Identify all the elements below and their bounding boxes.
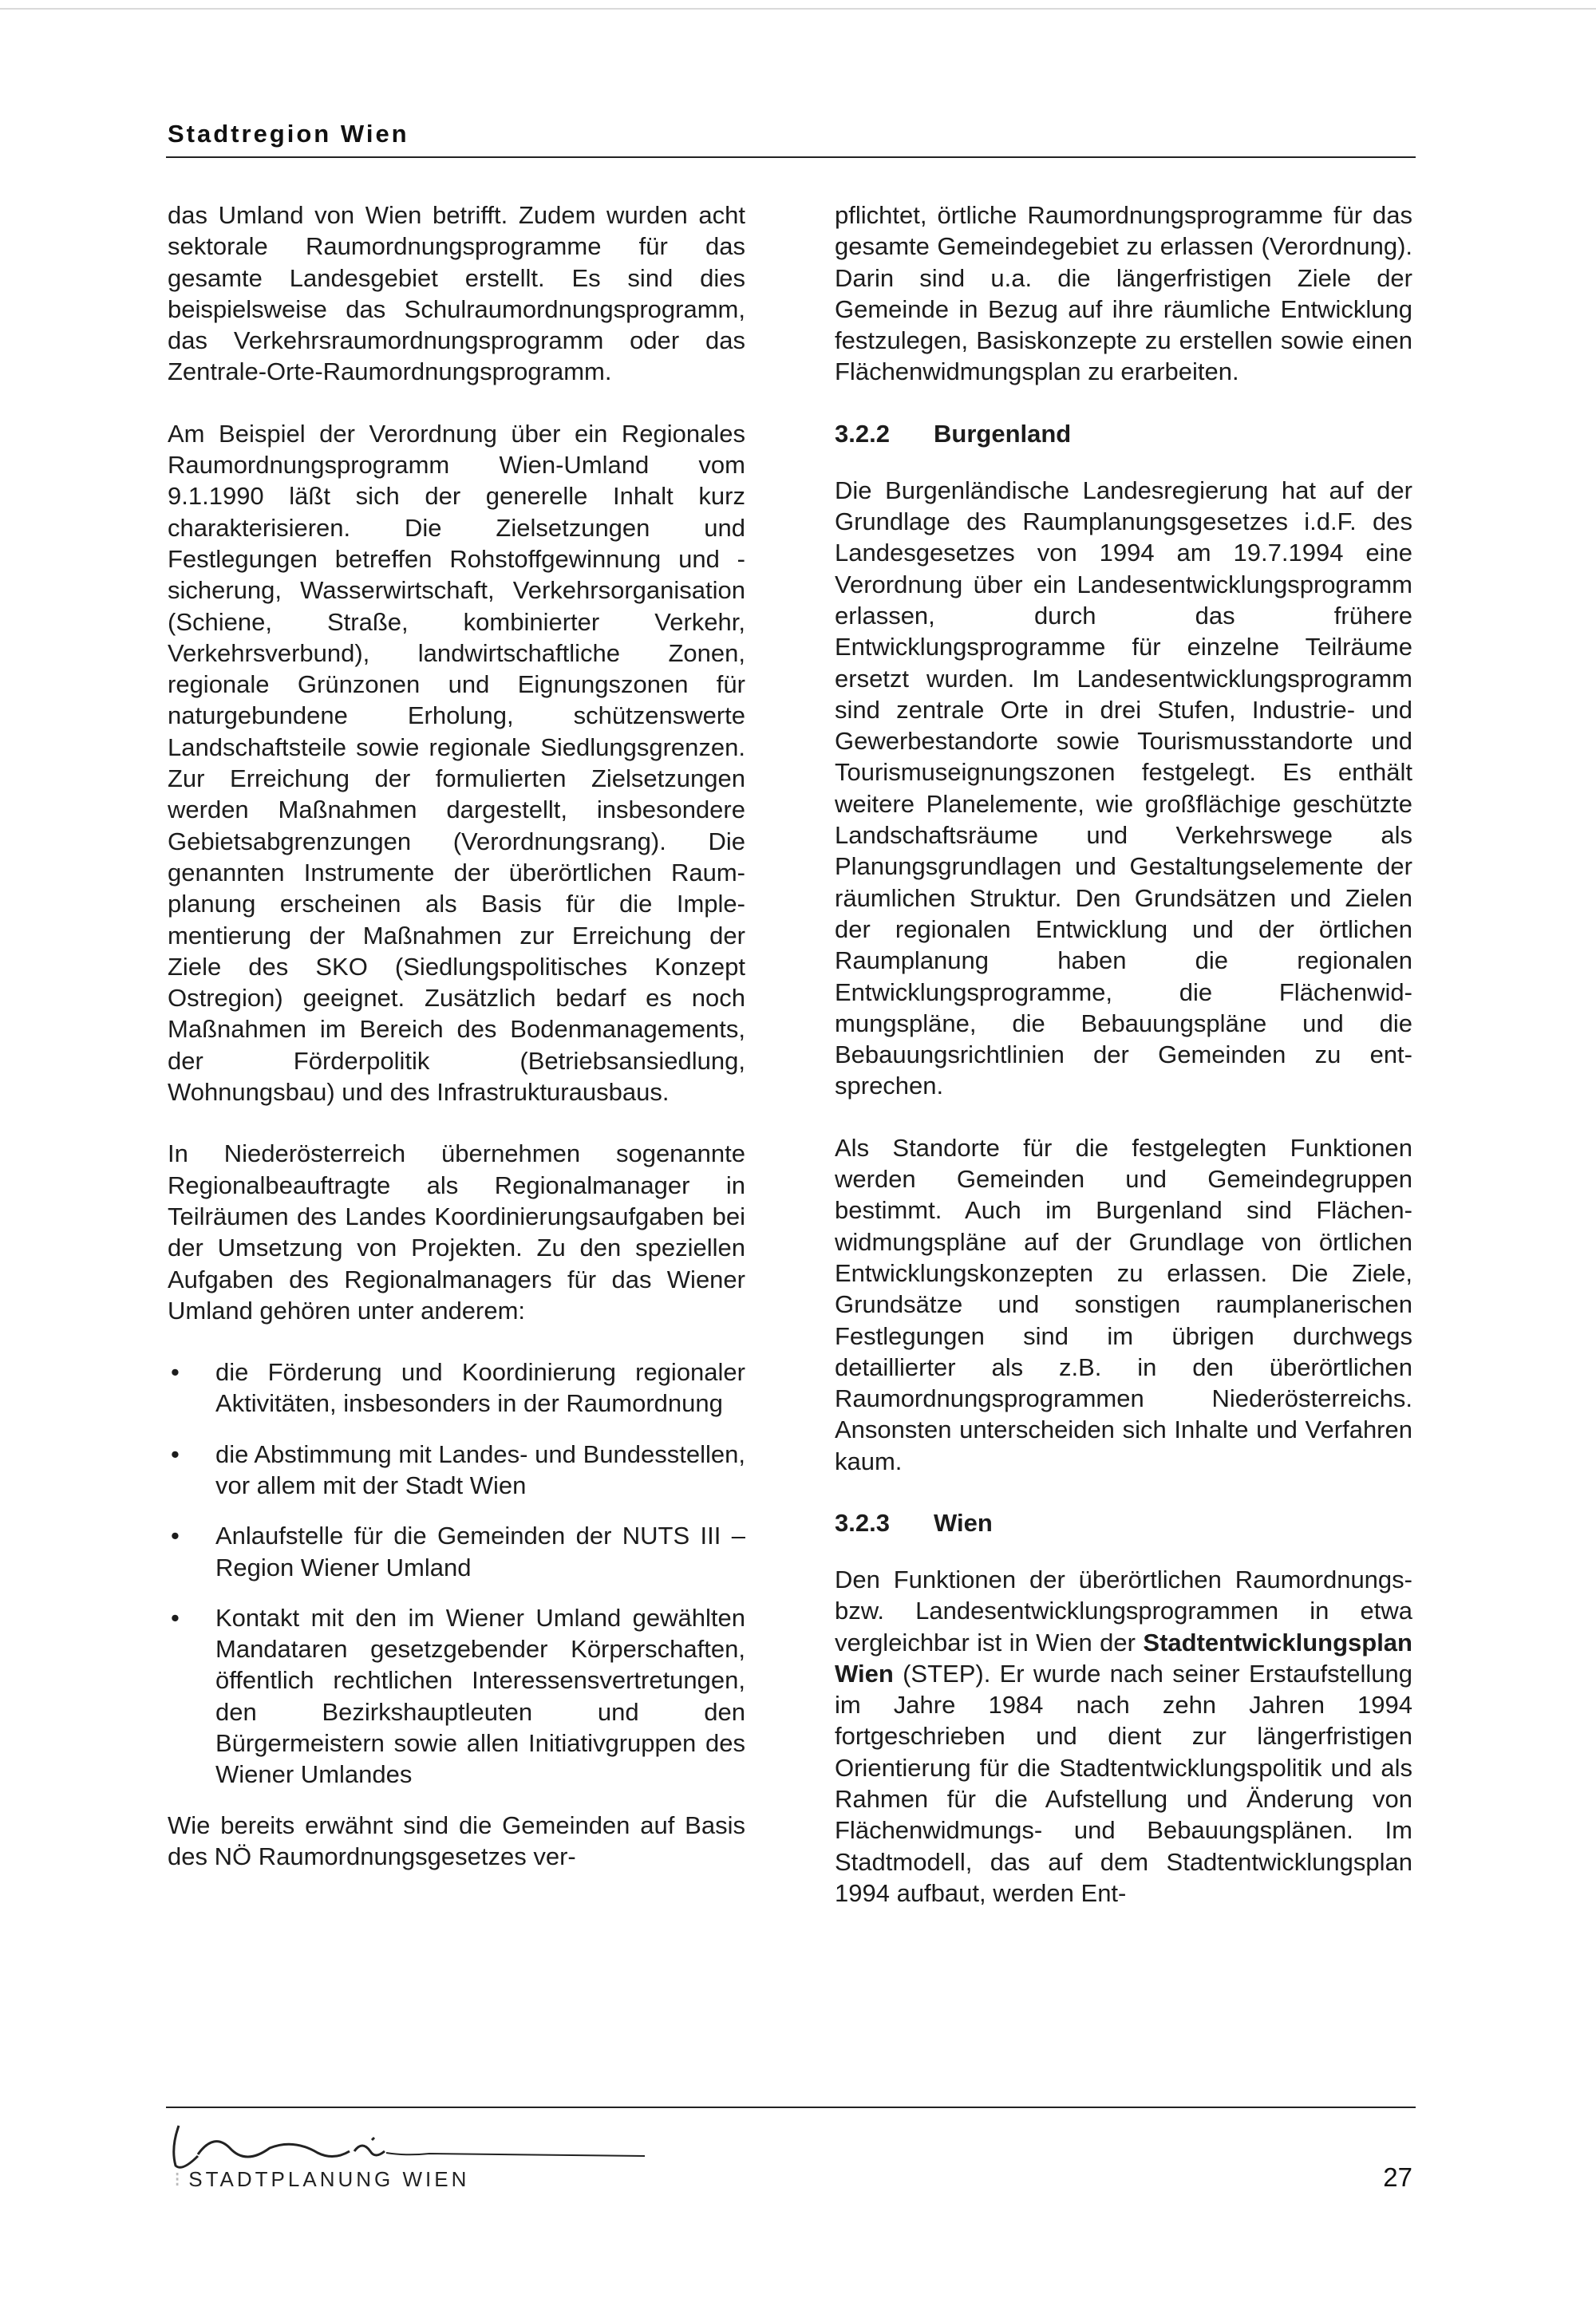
list-item-text: die Abstimmung mit Landes- und Bundesstellen, vor allem mit der Stadt Wien bbox=[215, 1439, 745, 1499]
page-top-rule bbox=[0, 8, 1596, 10]
right-paragraph-2: Die Burgenländische Landesregierung hat auf der Grundlage des Raumplanungsgesetzes i.d.F. des Landesgesetzes von 1994 am 19.7.1994 eine Verordnung über ein Landesentwicklungsprogramm erlassen, durch das frühere Entwicklungsprogramme für einzelne Teilräume ersetzt wurden. Im Landesentwicklungsprogramm sind zentrale Orte in drei Stufen, Industrie- und Gewerbestandorte sowie Tourismusstandorte und Tourismuseignungszonen festgelegt. Es enthält weitere Planelemente, wie großflächige geschützte Landschaftsräume und Verkehrswege als Planungsgrundlagen und Gestaltungselemente der räumlichen Struktur. Den Grundsätzen und Zielen der regionalen Entwicklung und der örtlichen Raumplanung haben die regionalen Entwicklungsprogramme, die Flächenwidmungspläne, die Bebauungspläne und die Bebauungsrichtlinien der Gemeinden zu entsprechen. bbox=[835, 476, 1412, 1100]
list-item-text: die Förderung und Koordinierung regionaler Aktivitäten, insbesonders in der Raumordnung bbox=[215, 1358, 745, 1418]
left-paragraph-1: das Umland von Wien betrifft. Zudem wurden acht sektorale Raumordnungsprogramme für das gesamte Landesgebiet erstellt. Es sind dies beispielsweise das Schulraumordnungsprogramm, das Verkehrsraumordnungsprogramm oder das Zentrale-Orte-Raumordnungsprogramm. bbox=[168, 201, 745, 386]
bullet-icon: • bbox=[171, 1522, 180, 1550]
left-paragraph-4: Wie bereits erwähnt sind die Gemeinden auf Basis des NÖ Raumordnungsgesetzes ver- bbox=[168, 1810, 745, 1870]
header-rule bbox=[166, 156, 1416, 158]
left-column bbox=[168, 199, 745, 1872]
footer-organization-text: STADTPLANUNG WIEN bbox=[188, 2167, 470, 2191]
section-number: 3.2.3 bbox=[835, 1508, 890, 1537]
bullet-icon: • bbox=[171, 1358, 180, 1387]
right-paragraph-1: pflichtet, örtliche Raumordnungsprogramme für das gesamte Gemeindegebiet zu erlassen (Verordnung). Darin sind u.a. die längerfristigen Ziele der Gemeinde in Bezug auf ihre räumliche Entwicklung festzulegen, Basiskonzepte zu erstellen sowie einen Flächenwidmungsplan zu erarbeiten. bbox=[835, 201, 1412, 386]
section-heading-burgenland bbox=[835, 418, 1412, 449]
list-item-text: Anlaufstelle für die Gemeinden der NUTS III – Region Wiener Umland bbox=[215, 1522, 745, 1581]
left-paragraph-2: Am Beispiel der Verordnung über ein Regionales Raumordnungsprogramm Wien-Umland vom 9.1.1990 läßt sich der generelle Inhalt kurz charakterisieren. Die Zielsetzungen und Festlegungen betreffen Rohstoffgewinnung und -sicherung, Wasserwirtschaft, Verkehrsorganisation (Schiene, Straße, kombinierter Verkehr, Verkehrsverbund), landwirtschaftliche Zonen, regionale Grünzonen und Eignungszonen für naturgebundene Erholung, schützenswerte Landschaftsteile sowie regionale Siedlungsgrenzen. Zur Erreichung der formulierten Zielsetzungen werden Maßnahmen dargestellt, insbesondere Gebietsabgrenzungen (Verordnungsrang). Die genannten Instrumente der überörtlichen Raumplanung erscheinen als Basis für die Implementierung der Maßnahmen zur Erreichung der Ziele des SKO (Siedlungspolitisches Konzept Ostregion) geeignet. Zusätzlich bedarf es noch Maßnahmen im Bereich des Bodenmanagements, der Förderpolitik (Betriebsansiedlung, Wohnungsbau) und des Infrastrukturausbaus. bbox=[168, 419, 745, 1107]
right-paragraph-4 bbox=[835, 1564, 1412, 1909]
coat-of-arms-icon: ⁝ bbox=[174, 2167, 181, 2191]
running-header: Stadtregion Wien bbox=[168, 120, 409, 148]
list-item bbox=[168, 1356, 745, 1420]
list-item bbox=[168, 1520, 745, 1583]
right-column bbox=[835, 199, 1412, 1909]
footer-organization bbox=[174, 2167, 469, 2192]
section-title: Burgenland bbox=[934, 419, 1072, 448]
section-number: 3.2.2 bbox=[835, 419, 890, 448]
bullet-icon: • bbox=[171, 1439, 180, 1468]
list-item bbox=[168, 1602, 745, 1791]
list-item bbox=[168, 1439, 745, 1502]
bullet-icon: • bbox=[171, 1603, 180, 1632]
page-number: 27 bbox=[1383, 2162, 1412, 2192]
left-paragraph-3: In Niederösterreich übernehmen sogenannte Regionalbeauftragte als Regionalmanager in Teilräumen des Landes Koordinierungsaufgaben bei der Umsetzung von Projekten. Zu den speziellen Aufgaben des Regionalmanagers für das Wiener Umland gehören unter anderem: bbox=[168, 1139, 745, 1325]
paragraph-text: (STEP). Er wurde nach seiner Erstaufstellung im Jahre 1984 nach zehn Jahren 1994 fortgeschrieben und dient zur längerfristigen Orientierung für die Stadtentwicklungspolitik und als Rahmen für die Aufstellung und Änderung von Flächenwidmungs- und Bebauungsplänen. Im Stadtmodell, das auf dem Stadtentwicklungsplan 1994 aufbaut, werden Ent- bbox=[835, 1659, 1412, 1907]
paragraph-text: Den Funktionen der überörtlichen Raumordnungs- bzw. Landesentwicklungsprogrammen in etwa vergleichbar ist in Wien der bbox=[835, 1565, 1412, 1656]
task-list bbox=[168, 1356, 745, 1791]
footer-rule bbox=[166, 2107, 1416, 2108]
bold-term: Stadtentwicklungsplan Wien bbox=[835, 1628, 1412, 1688]
section-title: Wien bbox=[934, 1508, 993, 1537]
right-paragraph-3: Als Standorte für die festgelegten Funktionen werden Gemeinden und Gemeindegruppen bestimmt. Auch im Burgenland sind Flächenwidmungspläne auf der Grundlage von örtlichen Entwicklungskonzepten zu erlassen. Die Ziele, Grundsätze und sonstigen raumplanerischen Festlegungen sind im übrigen durchwegs detaillierter als z.B. in den überörtlichen Raumordnungsprogrammen Niederösterreichs. Ansonsten unterscheiden sich Inhalte und Verfahren kaum. bbox=[835, 1133, 1412, 1475]
section-heading-wien bbox=[835, 1507, 1412, 1538]
list-item-text: Kontakt mit den im Wiener Umland gewählten Mandataren gesetzgebender Körperschaften, öffentlich rechtlichen Interessensvertretungen, den Bezirkshauptleuten und den Bürgermeistern sowie allen Initiativgruppen des Wiener Umlandes bbox=[215, 1603, 745, 1789]
